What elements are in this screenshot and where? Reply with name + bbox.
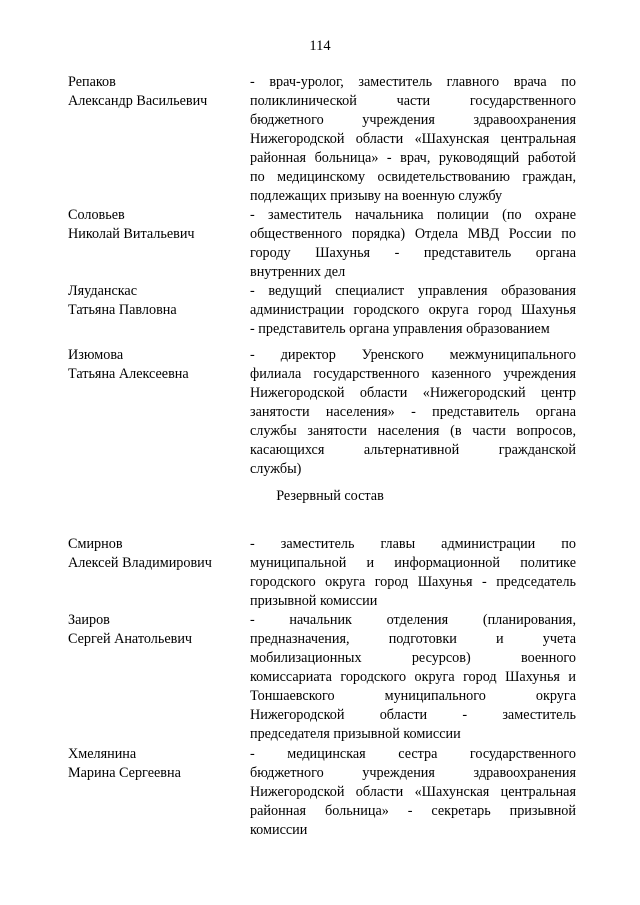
role-line: поликлинической части государственного <box>250 93 576 109</box>
member-surname: Хмелянина <box>68 746 137 762</box>
role-line: муниципальной и информационной политике <box>250 555 576 571</box>
role-line: городу Шахунья - представитель органа <box>250 245 576 261</box>
role-line: администрации городского округа город Шахунья <box>250 302 576 318</box>
member-role-description <box>250 346 576 479</box>
member-role-description <box>250 535 576 611</box>
role-line: городского округа город Шахунья - председатель <box>250 574 576 590</box>
role-line: председателя призывной комиссии <box>250 726 461 742</box>
member-surname: Репаков <box>68 74 116 90</box>
role-line: районная больница» - секретарь призывной <box>250 803 576 819</box>
member-role-description <box>250 206 576 282</box>
member-name <box>68 346 238 384</box>
role-line: предназначения, подготовки и учета <box>250 631 576 647</box>
section-title-reserve: Резервный состав <box>276 488 384 504</box>
member-surname: Смирнов <box>68 536 123 552</box>
member-given-names: Сергей Анатольевич <box>68 631 193 647</box>
member-given-names: Алексей Владимирович <box>68 555 212 571</box>
page-number: 114 <box>309 38 331 54</box>
role-line: службы) <box>250 461 302 477</box>
role-line: филиала государственного казенного учреждения <box>250 366 576 382</box>
member-given-names: Марина Сергеевна <box>68 765 181 781</box>
role-line: - директор Уренского межмуниципального <box>250 347 576 363</box>
role-line: призывной комиссии <box>250 593 378 609</box>
member-surname: Изюмова <box>68 347 124 363</box>
role-line: внутренних дел <box>250 264 346 280</box>
role-line: - медицинская сестра государственного <box>250 746 576 762</box>
role-line: занятости населения» - представитель органа <box>250 404 576 420</box>
role-line: мобилизационных ресурсов) военного <box>250 650 576 666</box>
member-given-names: Николай Витальевич <box>68 226 195 242</box>
role-line: подлежащих призыву на военную службу <box>250 188 503 204</box>
member-surname: Ляуданскас <box>68 283 138 299</box>
member-name <box>68 535 238 573</box>
role-line: - ведущий специалист управления образования <box>250 283 576 299</box>
role-line: - заместитель начальника полиции (по охране <box>250 207 576 223</box>
role-line: касающихся альтернативной гражданской <box>250 442 576 458</box>
member-name <box>68 206 238 244</box>
member-name <box>68 73 238 111</box>
role-line: бюджетного учреждения здравоохранения <box>250 765 576 781</box>
role-line: Нижегородской области «Шахунская центральная <box>250 131 576 147</box>
role-line: - врач-уролог, заместитель главного врача по <box>250 74 576 90</box>
member-role-description <box>250 73 576 206</box>
role-line: - представитель органа управления образованием <box>250 321 550 337</box>
role-line: - начальник отделения (планирования, <box>250 612 576 628</box>
role-line: Тоншаевского муниципального округа <box>250 688 576 704</box>
member-role-description <box>250 745 576 840</box>
member-name <box>68 611 238 649</box>
member-given-names: Александр Васильевич <box>68 93 208 109</box>
role-line: общественного порядка) Отдела МВД России по <box>250 226 576 242</box>
role-line: Нижегородской области «Нижегородский центр <box>250 385 576 401</box>
member-given-names: Татьяна Алексеевна <box>68 366 189 382</box>
role-line: - заместитель главы администрации по <box>250 536 576 552</box>
member-role-description <box>250 282 576 339</box>
role-line: Нижегородской области «Шахунская центральная <box>250 784 576 800</box>
role-line: по медицинскому освидетельствованию граждан, <box>250 169 576 185</box>
member-role-description <box>250 611 576 744</box>
member-name <box>68 745 238 783</box>
member-given-names: Татьяна Павловна <box>68 302 177 318</box>
role-line: Нижегородской области - заместитель <box>250 707 576 723</box>
role-line: районная больница» - врач, руководящий работой <box>250 150 576 166</box>
role-line: комиссариата городского округа город Шахунья и <box>250 669 576 685</box>
role-line: бюджетного учреждения здравоохранения <box>250 112 576 128</box>
member-surname: Соловьев <box>68 207 125 223</box>
role-line: комиссии <box>250 822 308 838</box>
member-surname: Заиров <box>68 612 110 628</box>
member-name <box>68 282 238 320</box>
role-line: службы занятости населения (в части вопросов, <box>250 423 576 439</box>
